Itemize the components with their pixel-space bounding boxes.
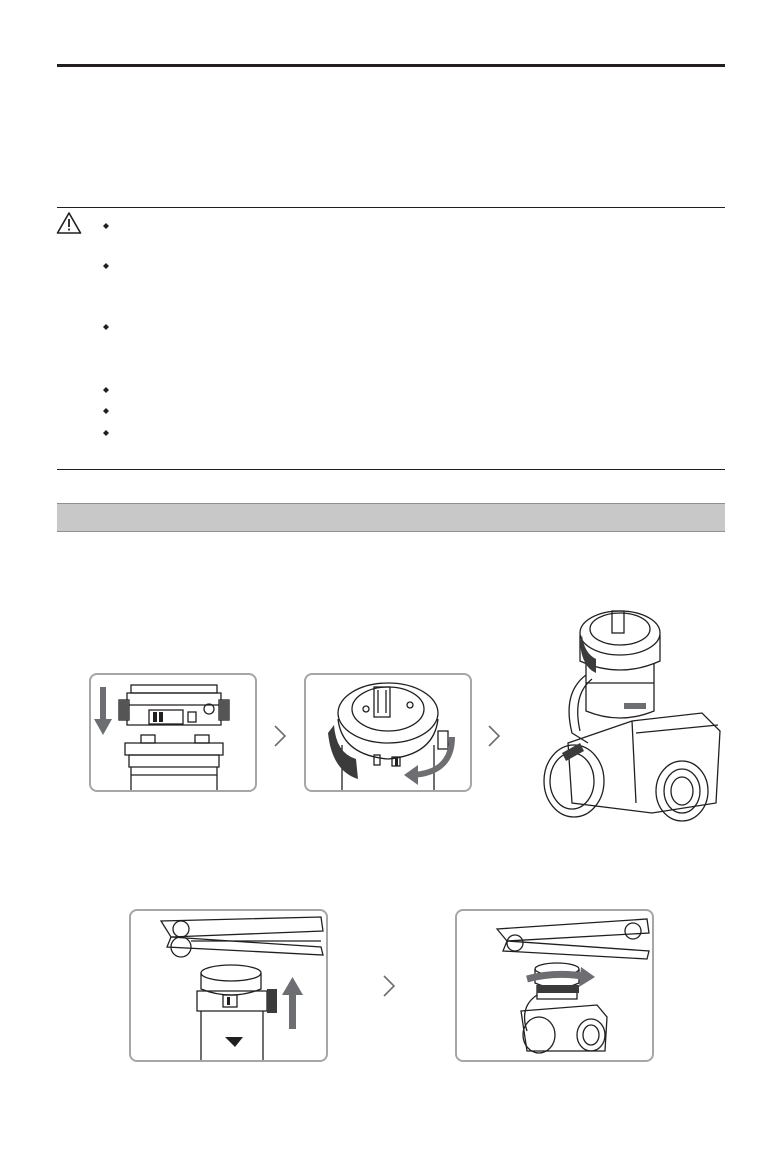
diamond-bullet-icon bbox=[103, 324, 109, 330]
chevron-right-icon bbox=[273, 725, 287, 747]
chevron-right-icon bbox=[487, 725, 501, 747]
warning-triangle-icon bbox=[56, 211, 82, 235]
figure-rotate-ring bbox=[304, 673, 472, 792]
diamond-bullet-icon bbox=[103, 430, 109, 436]
caution-bottom-rule bbox=[57, 469, 725, 470]
top-rule bbox=[57, 64, 725, 67]
diamond-bullet-icon bbox=[103, 408, 109, 414]
caution-top-rule bbox=[57, 207, 725, 208]
diamond-bullet-icon bbox=[103, 223, 109, 229]
chevron-right-icon bbox=[382, 975, 396, 997]
diamond-bullet-icon bbox=[103, 387, 109, 393]
figure-attach-to-aircraft bbox=[129, 909, 328, 1062]
figure-align-connector bbox=[89, 673, 257, 792]
figure-camera-mounted bbox=[532, 603, 732, 843]
section-header-bar bbox=[57, 503, 725, 532]
figure-lock-on-aircraft bbox=[455, 909, 654, 1062]
diamond-bullet-icon bbox=[103, 263, 109, 269]
